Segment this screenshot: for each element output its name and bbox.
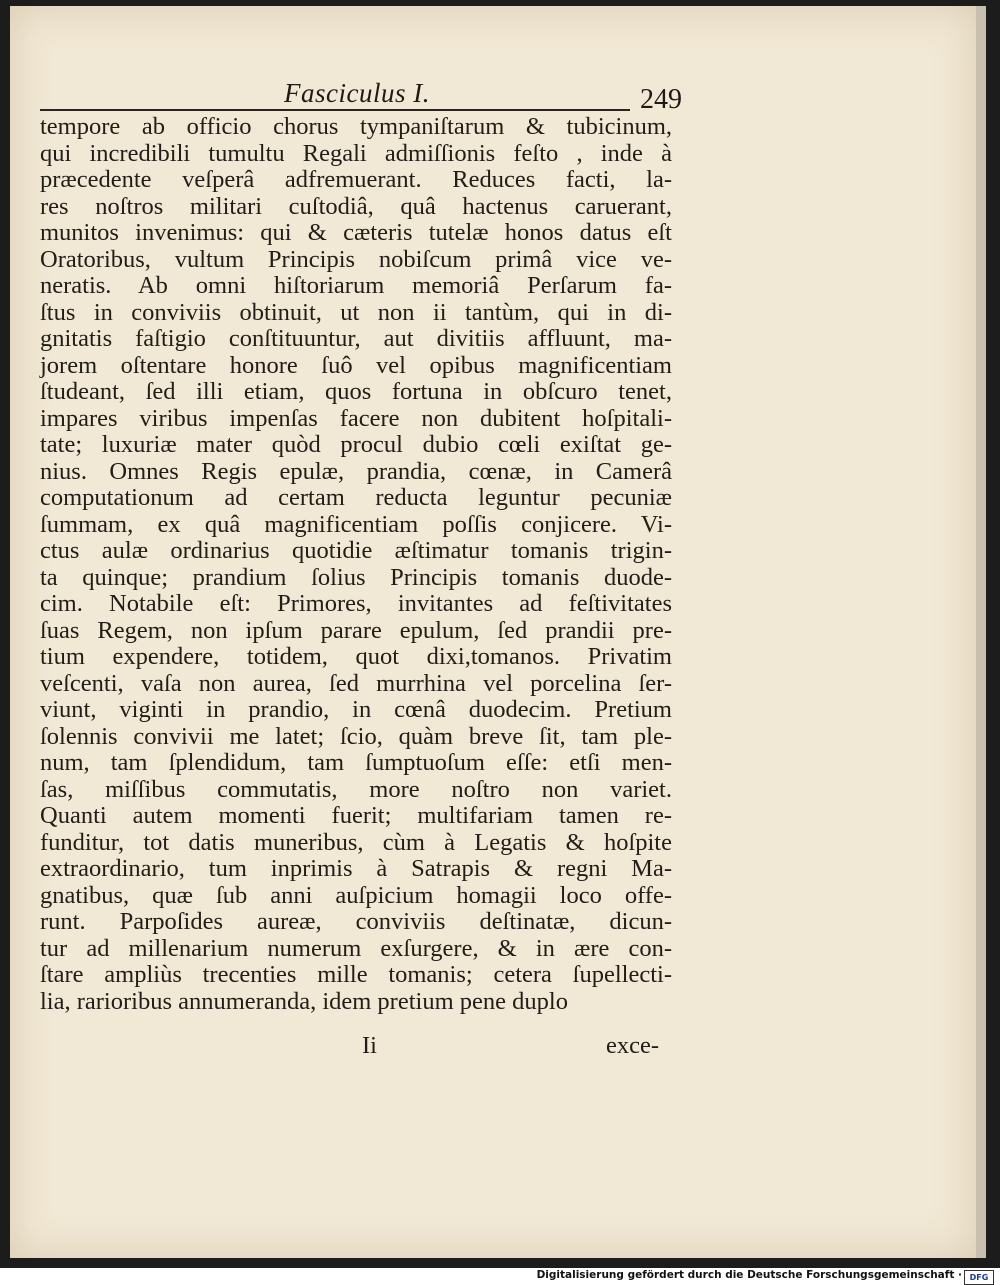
text-line: munitos invenimus: qui & cæteris tutelæ honos datus eſt (40, 219, 672, 246)
text-line: runt. Parpoſides aureæ, conviviis deſtinatæ, dicun- (40, 908, 672, 935)
text-line: num, tam ſplendidum, tam ſumptuoſum eſſe: etſi men- (40, 749, 672, 776)
text-line: tempore ab officio chorus tympaniſtarum & tubicinum, (40, 113, 672, 140)
credit-text: Digitalisierung gefördert durch die Deutsche Forschungsgemeinschaft · (536, 1269, 962, 1281)
text-line: res noſtros militari cuſtodiâ, quâ hactenus caruerant, (40, 192, 672, 220)
text-line: qui incredibili tumultu Regali admiſſionis feſto , inde à (40, 139, 672, 167)
text-line: tate; luxuriæ mater quòd procul dubio cœli exiſtat ge- (40, 431, 672, 458)
text-line: neratis. Ab omni hiſtoriarum memoriâ Perſarum fa- (40, 272, 672, 299)
text-line: ſtus in conviviis obtinuit, ut non ii tantùm, qui in di- (40, 298, 672, 326)
text-line: ſuas Regem, non ipſum parare epulum, ſed prandii pre- (40, 616, 672, 644)
text-line: Oratoribus, vultum Principis nobiſcum primâ vice ve- (40, 245, 672, 273)
text-line: lia, rarioribus annumeranda, idem pretium pene duplo (40, 987, 568, 1015)
digitization-credit-bar (0, 1268, 1000, 1285)
text-line: computationum ad certam reducta leguntur pecuniæ (40, 484, 672, 511)
text-line: nius. Omnes Regis epulæ, prandia, cœnæ, in Camerâ (40, 457, 672, 485)
text-line: ſolennis convivii me latet; ſcio, quàm breve ſit, tam ple- (40, 722, 672, 750)
text-line: Quanti autem momenti fuerit; multifariam tamen re- (40, 802, 672, 829)
text-line: ta quinque; prandium ſolius Principis tomanis duode- (40, 563, 672, 591)
text-line: viunt, viginti in prandio, in cœnâ duodecim. Pretium (40, 696, 672, 723)
text-line: impares viribus impenſas facere non dubitent hoſpitali- (40, 404, 672, 432)
page-number: 249 (640, 84, 682, 115)
text-line: ſummam, ex quâ magnificentiam poſſis conjicere. Vi- (40, 510, 672, 538)
text-line: extraordinario, tum inprimis à Satrapis & regni Ma- (40, 855, 672, 882)
text-line: ſtare ampliùs trecenties mille tomanis; cetera ſupellecti- (40, 961, 672, 988)
page-header (40, 78, 690, 114)
text-line: tur ad millenarium numerum exſurgere, & in ære con- (40, 934, 672, 962)
text-line: tium expendere, totidem, quot dixi,tomanos. Privatim (40, 643, 672, 670)
text-line: funditur, tot datis muneribus, cùm à Legatis & hoſpite (40, 828, 672, 856)
text-line: jorem oſtentare honore ſuô vel opibus magnificentiam (40, 351, 672, 379)
text-line: ſtudeant, ſed illi etiam, quos fortuna in obſcuro tenet, (40, 378, 672, 405)
signature-mark: Ii (362, 1032, 377, 1059)
catchword: exce- (606, 1032, 660, 1059)
text-line: ctus aulæ ordinarius quotidie æſtimatur tomanis trigin- (40, 537, 672, 564)
text-line: cim. Notabile eſt: Primores, invitantes ad feſtivitates (40, 590, 672, 617)
text-line: gnitatis faſtigio conſtituuntur, aut divitiis affluunt, ma- (40, 325, 672, 352)
text-line: ſas, miſſibus commutatis, more noſtro non variet. (40, 775, 672, 803)
body-text (40, 114, 672, 1015)
text-line: veſcenti, vaſa non aurea, ſed murrhina vel porcelina ſer- (40, 669, 672, 697)
text-line: gnatibus, quæ ſub anni auſpicium homagii loco offe- (40, 881, 672, 909)
dfg-logo-icon: DFG (964, 1270, 994, 1285)
page-edge (976, 6, 986, 1258)
page-footer (40, 1032, 672, 1064)
text-line: præcedente veſperâ adfremuerant. Reduces facti, la- (40, 166, 672, 193)
running-title: Fasciculus I. (284, 78, 430, 108)
header-rule (40, 109, 630, 111)
